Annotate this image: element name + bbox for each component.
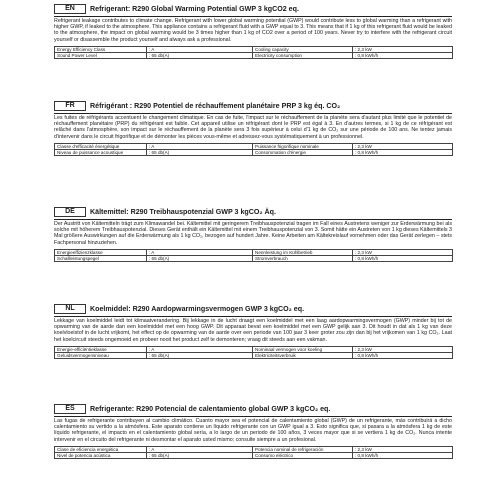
spec-row — [55, 453, 453, 459]
spec-table — [54, 46, 453, 59]
spec-value: : 2,3 kW — [353, 249, 453, 255]
spec-value: : 0,8 kWh/h — [353, 353, 453, 359]
spec-label: Elektriciteitsverbruik — [253, 353, 353, 359]
language-code-badge: ES — [54, 404, 86, 414]
refrigerant-title: Refrigerant: R290 Global Warming Potential GWP 3 kgCO2 eq. — [90, 5, 299, 13]
spec-label: Potencia nominal de refrigeración — [253, 446, 353, 452]
refrigerant-description: Der Austritt von Kältemitteln trägt zum Klimawandel bei. Kältemittel mit geringerem Treibhauspotenzial tragen im Fall eines Austretens weniger zur Erderwärmung bei als solche mit höherem Treibhauspotenzial. Dieses Gerät enthält ein Kältemittel mit einem Treibhauspotenzial von 3. Somit hätte ein Austreten von 1 kg dieses Kältemittels 3 Mal größere Auswirkungen auf die Erderwärmung als 1 kg CO₂, bezogen auf hundert Jahre. Keine Arbeiten am Kältekreislauf vornehmen oder das Gerät zerlegen – stets Fachpersonal hinzuziehen. — [54, 221, 452, 246]
spec-label: Nennleistung im Kühlbetrieb — [253, 249, 353, 255]
spec-value: : 65 db(A) — [147, 256, 253, 262]
spec-value: : 0,8 kWh/h — [353, 453, 453, 459]
spec-label: Nominaal vermogen voor koeling — [253, 346, 353, 352]
refrigerant-title: Refrigerante: R290 Potencial de calentamiento global GWP 3 kgCO₂ eq. — [90, 405, 331, 413]
spec-label: Nivel de potencia acústica — [55, 453, 147, 459]
section-header — [54, 303, 452, 315]
spec-value: : 65 db(A) — [147, 150, 253, 156]
spec-value: : A — [147, 143, 253, 149]
language-code-badge: NL — [54, 304, 86, 314]
refrigerant-title: Koelmiddel: R290 Aardopwarmingsvermogen GWP 3 kgCO₂ eq. — [90, 305, 305, 313]
spec-value: : A — [147, 346, 253, 352]
spec-label: Schallleistungspegel — [55, 256, 147, 262]
spec-row — [55, 150, 453, 156]
language-code-badge: FR — [54, 101, 86, 111]
spec-value: : 2,3 kW — [353, 346, 453, 352]
spec-label: Sound Power Level — [55, 53, 147, 59]
spec-value: : 2,3 kW — [353, 446, 453, 452]
spec-table — [54, 446, 453, 459]
spec-value: : 0,8 kWh/h — [353, 53, 453, 59]
spec-value: : 65 db(A) — [147, 353, 253, 359]
spec-value: : 65 db(A) — [147, 53, 253, 59]
section-header — [54, 100, 452, 112]
refrigerant-description: Las fugas de refrigerante contribuyen al cambio climático. Cuanto mayor sea el potencial de calentamiento global (GWP) de un refrigerante, más contribuirá a dicho calentamiento su vertido a la atmósfera. Este aparato contiene un líquido refrigerante con un GWP igual a 3. Esto significa que, si pasara a la atmósfera 1 kg de este líquido refrigerante, el impacto en el calentamiento global sería, a lo largo de un periodo de 100 años, 3 veces mayor que si se vertiera 1 kg de CO₂. Nunca intente intervenir en el circuito del refrigerante ni desmontar el aparato usted mismo; consulte siempre a un profesional. — [54, 418, 452, 443]
spec-table — [54, 249, 453, 262]
spec-value: : A — [147, 46, 253, 52]
spec-value: : 0,8 kWh/h — [353, 150, 453, 156]
header-divider — [54, 416, 452, 417]
refrigerant-description: Lekkage van koelmiddel leidt tot klimaatverandering. Bij lekkage in de lucht draagt een koelmiddel met een laag aardopwarmingsvermogen (GWP) minder bij tot de opwarming van de aarde dan een koelmiddel met een hoog GWP. Dit apparaat bevat een koelmiddel met een GWP gelijk aan 3. Dit houdt in dat als 1 kg van deze koelvloeistof in de lucht vrijkomt, het effect op de opwarming van de aarde over een periode van 100 jaar 3 keer groter zou zijn dan bij het vrijkomen van 1 kg CO₂. Laat het koelcircuit steeds ongemoeid en probeer nooit het product zelf te demonteren; vraag dit steeds aan een vakman. — [54, 318, 452, 343]
header-divider — [54, 316, 452, 317]
spec-value: : A — [147, 446, 253, 452]
spec-label: Clase de eficiencia energética — [55, 446, 147, 452]
section-en — [54, 3, 452, 59]
refrigerant-description: Les fuites de réfrigérants accentuent le changement climatique. En cas de fuite, l'impact sur le réchauffement de la planète sera d'autant plus limité que le potentiel de réchauffement planétaire (PRP) du réfrigérant est faible. Cet appareil utilise un réfrigérant dont le PRP est égal à 3. En d'autres termes, si 1 kg de ce réfrigérant est relâché dans l'atmosphère, son impact sur le réchauffement de la planète sera 3 fois supérieur à celui d'1 kg de CO₂ sur une période de 100 ans. Ne tentez jamais d'intervenir dans le circuit frigorifique et de démonter les pièces vous-même et adressez-vous systématiquement à un professionnel. — [54, 115, 452, 140]
language-code-badge: DE — [54, 207, 86, 217]
section-es — [54, 403, 452, 459]
spec-value: : 2,3 kW — [353, 143, 453, 149]
refrigerant-description: Refrigerant leakage contributes to climate change. Refrigerant with lower global warming potential (GWP) would contribute less to global warming than a refrigerant with higher GWP, if leaked to the atmosphere. This appliance contains a refrigerant fluid with a GWP equal to 3. This means that if 1 kg of this refrigerant fluid would be leaked to the atmosphere, the impact on global warming would be 3 times higher than 1 kg of CO2 over a period of 100 years. Never try to interfere with the refrigerant circuit yourself or disassemble the product yourself and always ask a professional. — [54, 18, 452, 43]
section-nl — [54, 303, 452, 359]
spec-table — [54, 346, 453, 359]
spec-value: : 65 db(A) — [147, 453, 253, 459]
spec-row — [55, 256, 453, 262]
spec-table — [54, 143, 453, 156]
spec-label: Energie-efficiëntieklasse — [55, 346, 147, 352]
spec-label: Energieeffizienzklasse — [55, 249, 147, 255]
refrigerant-title: Réfrigérant : R290 Potentiel de réchauffement planétaire PRP 3 kg éq. CO₂ — [90, 102, 341, 110]
spec-label: Electricity consumption — [253, 53, 353, 59]
language-code-badge: EN — [54, 4, 86, 14]
spec-label: Stromverbrauch — [253, 256, 353, 262]
refrigerant-title: Kältemittel: R290 Treibhauspotenzial GWP 3 kgCO₂ Äq. — [90, 208, 276, 216]
spec-label: Energy Efficiency Class — [55, 46, 147, 52]
section-header — [54, 206, 452, 218]
header-divider — [54, 16, 452, 17]
section-fr — [54, 100, 452, 156]
section-header — [54, 403, 452, 415]
spec-label: Puissance frigorifique nominale — [253, 143, 353, 149]
spec-value: : 0,8 kWh/h — [353, 256, 453, 262]
header-divider — [54, 219, 452, 220]
spec-label: Cooling capacity — [253, 46, 353, 52]
spec-value: : A — [147, 249, 253, 255]
spec-label: Classe d'efficacité énergétique — [55, 143, 147, 149]
spec-value: : 2,3 kW — [353, 46, 453, 52]
spec-label: Geluidsvermogensniveau — [55, 353, 147, 359]
spec-label: Consumo eléctrico — [253, 453, 353, 459]
section-header — [54, 3, 452, 15]
section-de — [54, 206, 452, 262]
spec-label: Niveau de puissance acoustique — [55, 150, 147, 156]
spec-label: Consommation d'énergie — [253, 150, 353, 156]
header-divider — [54, 113, 452, 114]
spec-row — [55, 53, 453, 59]
spec-row — [55, 353, 453, 359]
